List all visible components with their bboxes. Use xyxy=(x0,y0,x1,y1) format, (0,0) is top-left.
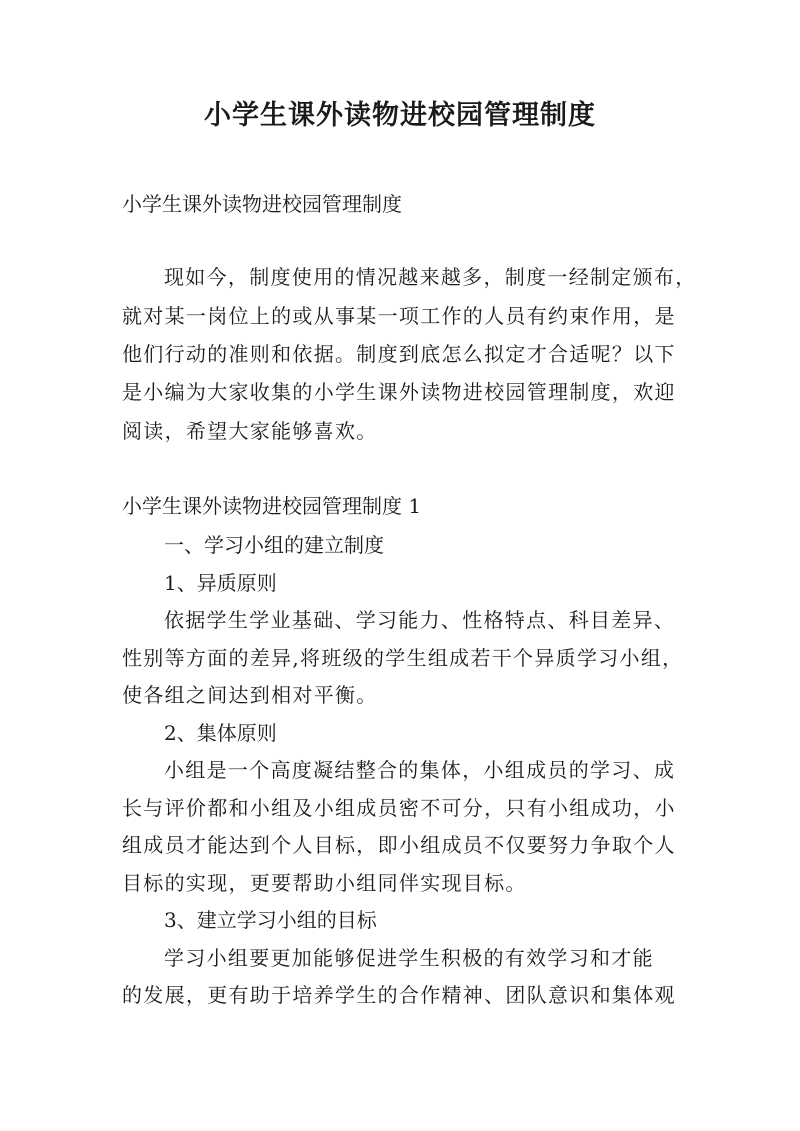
document-title: 小学生课外读物进校园管理制度 xyxy=(204,100,596,131)
section-one-heading: 一、学习小组的建立制度 xyxy=(164,533,384,557)
document-subtitle: 小学生课外读物进校园管理制度 xyxy=(122,192,402,216)
item-body-line: 长与评价都和小组及小组成员密不可分，只有小组成功，小 xyxy=(122,796,676,820)
intro-line: 他们行动的准则和依据。制度到底怎么拟定才合适呢？以下 xyxy=(122,342,676,366)
intro-line: 现如今，制度使用的情况越来越多，制度一经制定颁布， xyxy=(164,265,697,289)
item-body-line: 性别等方面的差异,将班级的学生组成若干个异质学习小组， xyxy=(122,646,684,670)
item-body-line: 的发展，更有助于培养学生的合作精神、团队意识和集体观 xyxy=(122,983,676,1007)
item-body-line: 依据学生学业基础、学习能力、性格特点、科目差异、 xyxy=(164,608,676,632)
item-body-line: 组成员才能达到个人目标，即小组成员不仅要努力争取个人 xyxy=(122,833,676,857)
item-body-line: 小组是一个高度凝结整合的集体，小组成员的学习、成 xyxy=(164,758,676,782)
item-body-line: 目标的实现，更要帮助小组同伴实现目标。 xyxy=(122,871,527,895)
intro-line: 就对某一岗位上的或从事某一项工作的人员有约束作用，是 xyxy=(122,304,676,328)
item-body-line: 学习小组要更加能够促进学生积极的有效学习和才能 xyxy=(164,946,654,970)
item-heading: 1、异质原则 xyxy=(164,571,277,595)
item-heading: 3、建立学习小组的目标 xyxy=(164,908,377,932)
intro-line: 阅读，希望大家能够喜欢。 xyxy=(122,419,378,443)
intro-line: 是小编为大家收集的小学生课外读物进校园管理制度，欢迎 xyxy=(122,380,676,404)
item-heading: 2、集体原则 xyxy=(164,721,277,745)
section-heading: 小学生课外读物进校园管理制度 1 xyxy=(122,494,422,518)
item-body-line: 使各组之间达到相对平衡。 xyxy=(122,683,378,707)
